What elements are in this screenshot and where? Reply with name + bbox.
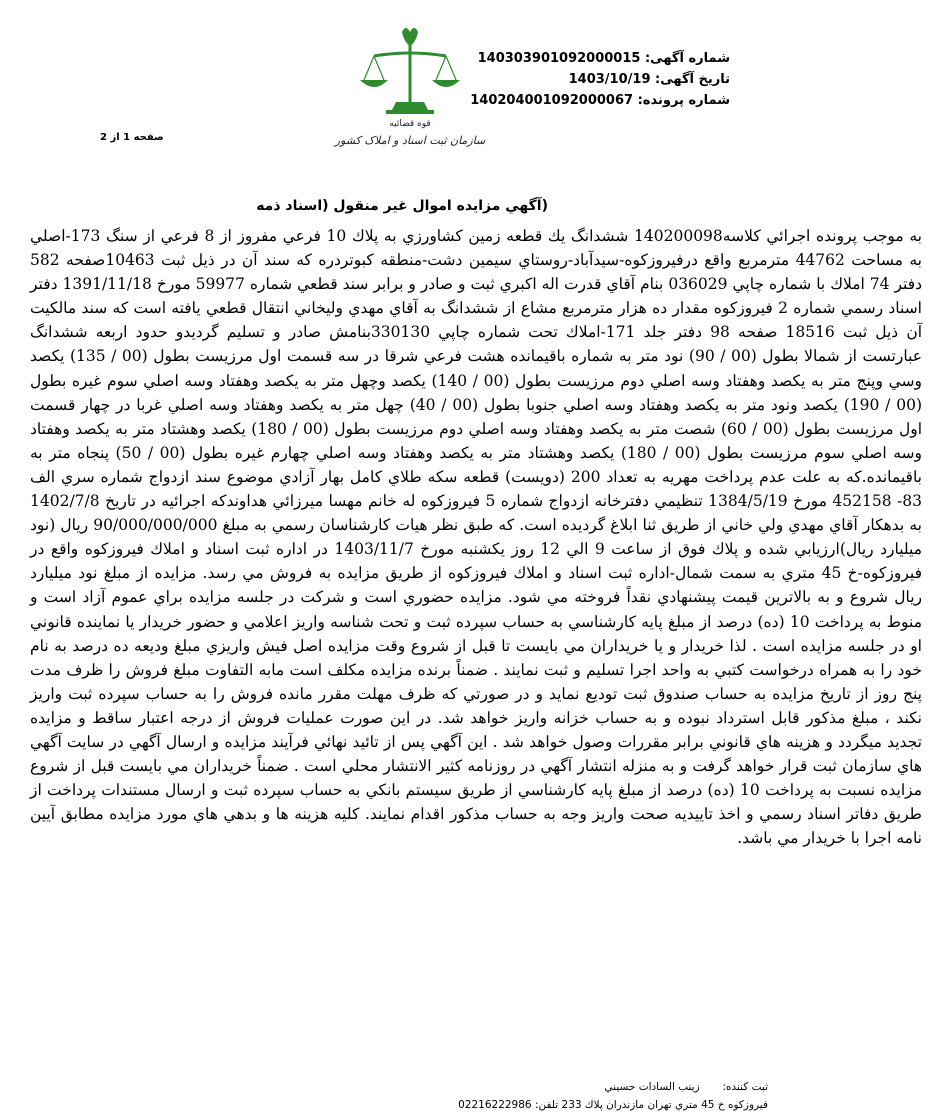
notice-number: 140303901092000015 xyxy=(477,51,641,66)
emblem-caption-2: سازمان ثبت اسناد و املاک کشور xyxy=(334,134,486,147)
notice-date: 1403/10/19 xyxy=(568,72,651,87)
notice-date-row xyxy=(470,69,730,90)
notice-number-row xyxy=(470,48,730,69)
notice-footer xyxy=(30,1078,768,1114)
office-address: فيروزكوه خ 45 متري تهران مازندران پلاك 233 تلفن: 02216222986 xyxy=(458,1099,768,1111)
case-number-row xyxy=(470,90,730,111)
case-number: 140204001092000067 xyxy=(470,93,634,108)
judiciary-scales-emblem-icon xyxy=(330,20,490,165)
notice-number-label: شماره آگهی: xyxy=(644,51,730,66)
case-number-label: شماره پرونده: xyxy=(637,93,730,108)
registrar-row xyxy=(30,1078,768,1096)
registrar-label: ثبت کننده: xyxy=(722,1081,768,1093)
emblem-caption-1: قوه قضائيه xyxy=(389,119,431,129)
notice-body: به موجب پرونده اجرائي كلاسه140200098 ششدانگ يك قطعه زمين كشاورزي به پلاك 10 فرعي مفروز از 8 فرعي از سنگ 173-اصلي به مساحت 44762 مترمربع واقع درفيروزكوه-سيدآباد-روستاي سيمين دشت-منطقه كبوتردره كه سند آن در ذيل ثبت 10463صفحه 582 دفتر 74 املاك با شماره چاپي 036029 بنام آقاي قدرت اله اكبري ثبت و صادر و برابر سند قطعي شماره 59977 مورخ 1391/11/18 دفتر اسناد رسمي شماره 2 فيروزكوه مقدار ده هزار مترمربع مشاع از ششدانگ به آقاي مهدي وليخاني انتقال قطعي يافته است كه سند مالكيت آن ذيل ثبت 18516 صفحه 98 دفتر جلد 171-املاك تحت شماره چاپي 330130بنامش صادر و تسليم گرديدو حدود اربعه ششدانگ عبارتست از شمالا بطول (00 / 90) نود متر به شماره باقيمانده هشت فرعي شرقا در سه قسمت اول مرزيست بطول (00 / 135) يكصد وسي وپنج متر به يكصد وهفتاد وسه اصلي دوم مرزيست بطول (00 / 140) يكصد وچهل متر به يكصد وهفتاد وسه اصلي سوم غيره بطول (00 / 190) يكصد ونود متر به يكصد وهفتاد وسه اصلي جنوبا بطول (00 / 40) چهل متر به يكصد وهفتاد وسه اصلي غربا در چهار قسمت اول مرزيست بطول (00 / 60) شصت متر به يكصد وهفتاد وسه اصلي دوم مرزيست بطول (00 / 180) يكصد وهشتاد متر به يكصد وهفتاد وسه اصلي سوم مرزيست بطول (00 / 180) يكصد وهشتاد متر به يكصد وهفتاد وسه اصلي چهارم غيره بطول (00 / 50) پنجاه متر به باقيمانده.كه به علت عدم پرداخت مهريه به تعداد 200 (دويست) قطعه سكه طلاي كامل بهار آزادي موضوع سند ازدواج شماره سري الف 83- 452158 مورخ 1384/5/19 تنظيمي دفترخانه ازدواج شماره 5 فيروزكوه له خانم مهسا ميرزائي هداوندكه اجرائيه در تاريخ 1402/7/8 به بدهكار آقاي مهدي ولي خاني از طريق ثنا ابلاغ گرديده است. كه طبق نظر هيات كارشناسان رسمي به مبلغ 90/000/000/000 ريال (نود ميليارد ريال)ارزيابي شده و پلاك فوق از ساعت 9 الي 12 روز يكشنبه مورخ 1403/11/7 در اداره ثبت اسناد و املاك فيروزكوه واقع در فيروزكوه-خ 45 متري به سمت شمال-اداره ثبت اسناد و املاك فيروزكوه از طريق مزايده به فروش مي رسد. مزايده از مبلغ نود ميليارد ريال شروع و به بالاترين قيمت پيشنهادي نقداً فروخته مي شود. مزايده حضوري است و شركت در جلسه مزايده براي عموم آزاد است و منوط به پرداخت 10 (ده) درصد از مبلغ پايه كارشناسي به حساب سپرده ثبت و تحت شناسه واريز اعلامي و حضور خريدار يا نماينده قانوني او در جلسه مزايده است . لذا خريدار و يا خريداران مي بايست تا قبل از شروع وقت مزايده اصل فيش واريزي مبلغ وديعه ده درصد به نام خود را به همراه درخواست كتبي به واحد اجرا تسليم و ثبت نمايند . ضمناً برنده مزايده مكلف است مابه التفاوت مبلغ فروش را ظرف مدت پنج روز از تاريخ مزايده به حساب صندوق ثبت توديع نمايد و در صورتي كه ظرف مهلت مقرر مانده فروش را به حساب سپرده ثبت واريز نكند ، مبلغ مذكور قابل استرداد نبوده و به حساب خزانه واريز خواهد شد. در اين صورت عمليات فروش از درجه اعتبار ساقط و مزايده تجديد ميگردد و هزينه هاي قانوني برابر مقررات وصول خواهد شد . اين آگهي پس از تائيد نهائي فرآيند مزايده و ارسال آگهي در سايت آگهي هاي سازمان ثبت قرار خواهد گرفت و به منزله انتشار آگهي در روزنامه كثير الانتشار محلي است . ضمناً خريداران مي بايست قبل از شروع مزايده نسبت به پرداخت 10 (ده) درصد از مبلغ پايه كارشناسي از طريق سيستم بانكي به حساب سپرده ثبت و ارسال مستندات پرداخت از طريق دفاتر اسناد رسمي و اخذ تاييديه صحت واريز وجه به حساب مذكور اقدام نمايند. كليه هزينه ها و بدهي هاي مورد مزايده مطابق آيين نامه اجرا با خريدار مي باشد. xyxy=(30,227,923,848)
notice-title: (آگهي مزايده اموال غير منقول (اسناد ذمه xyxy=(256,198,548,214)
page-number: صفحه 1 از 2 xyxy=(100,132,164,143)
registrar-name: زينب السادات حسيني xyxy=(604,1081,700,1093)
notice-meta xyxy=(470,48,730,111)
notice-date-label: تاریخ آگهی: xyxy=(655,72,730,87)
